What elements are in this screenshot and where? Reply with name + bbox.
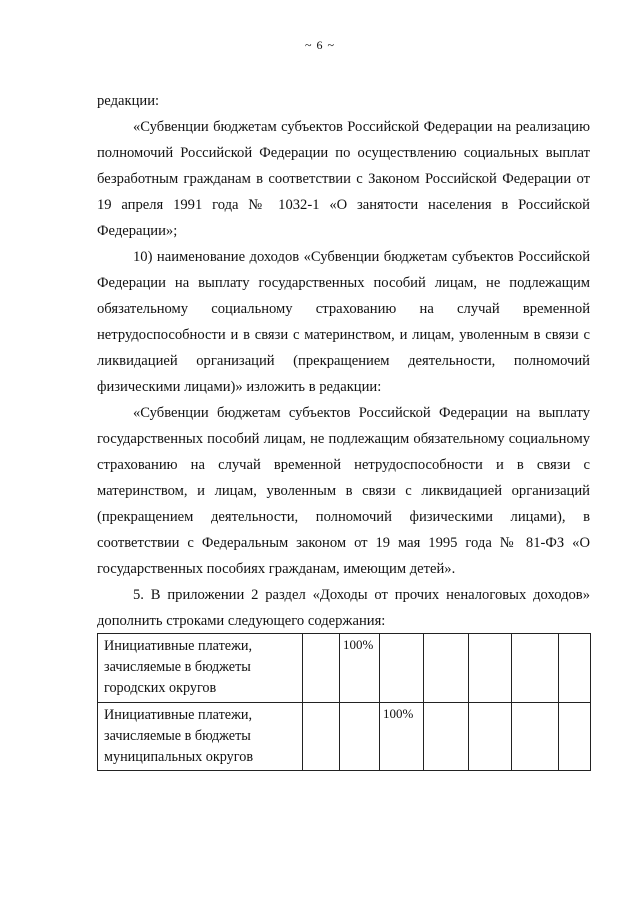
table-row (98, 703, 591, 771)
document-body (97, 88, 590, 634)
paragraph-subvention-benefits: «Субвенции бюджетам субъектов Российской Федерации на выплату государственных пособий лицам, не подлежащим обязательному социальному страхованию на случай временной нетрудоспособности и в связи с материнством, и лицам, уволенным в связи с ликвидацией организаций (прекращением деятельности, полномочий физическими лицами), в соответствии с Федеральным законом от 19 мая 1995 года № 81-ФЗ «О государственных пособиях гражданам, имеющим детей». (97, 405, 590, 577)
row-name-cell: Инициативные платежи, зачисляемые в бюджеты муниципальных округов (98, 703, 303, 771)
table-cell (469, 634, 512, 703)
table-cell (424, 634, 469, 703)
table-cell (512, 703, 559, 771)
row-name-cell: Инициативные платежи, зачисляемые в бюджеты городских округов (98, 634, 303, 703)
table-cell (340, 703, 380, 771)
paragraph-item-5: 5. В приложении 2 раздел «Доходы от прочих неналоговых доходов» дополнить строками следующего содержания: (97, 587, 590, 629)
table-cell (559, 634, 591, 703)
income-table (97, 633, 591, 771)
table-cell-percent: 100% (340, 634, 380, 703)
table-cell (380, 634, 424, 703)
table-cell (303, 703, 340, 771)
page-number: ~ 6 ~ (305, 38, 335, 52)
paragraph-continuation: редакции: (97, 93, 160, 109)
paragraph-subvention-unemployment: «Субвенции бюджетам субъектов Российской Федерации на реализацию полномочий Российской Федерации по осуществлению социальных выплат безработным гражданам в соответствии с Законом Российской Федерации от 19 апреля 1991 года № 1032-1 «О занятости населения в Российской Федерации»; (97, 119, 590, 239)
table-row (98, 634, 591, 703)
table-cell (512, 634, 559, 703)
table-cell (424, 703, 469, 771)
paragraph-item-10: 10) наименование доходов «Субвенции бюджетам субъектов Российской Федерации на выплату государственных пособий лицам, не подлежащим обязательному социальному страхованию на случай временной нетрудоспособности и в связи с материнством, и лицам, уволенным в связи с ликвидацией организаций (прекращением деятельности, полномочий физическими лицами)» изложить в редакции: (97, 249, 590, 395)
table-cell (559, 703, 591, 771)
table-cell-percent: 100% (380, 703, 424, 771)
table-cell (469, 703, 512, 771)
table-cell (303, 634, 340, 703)
